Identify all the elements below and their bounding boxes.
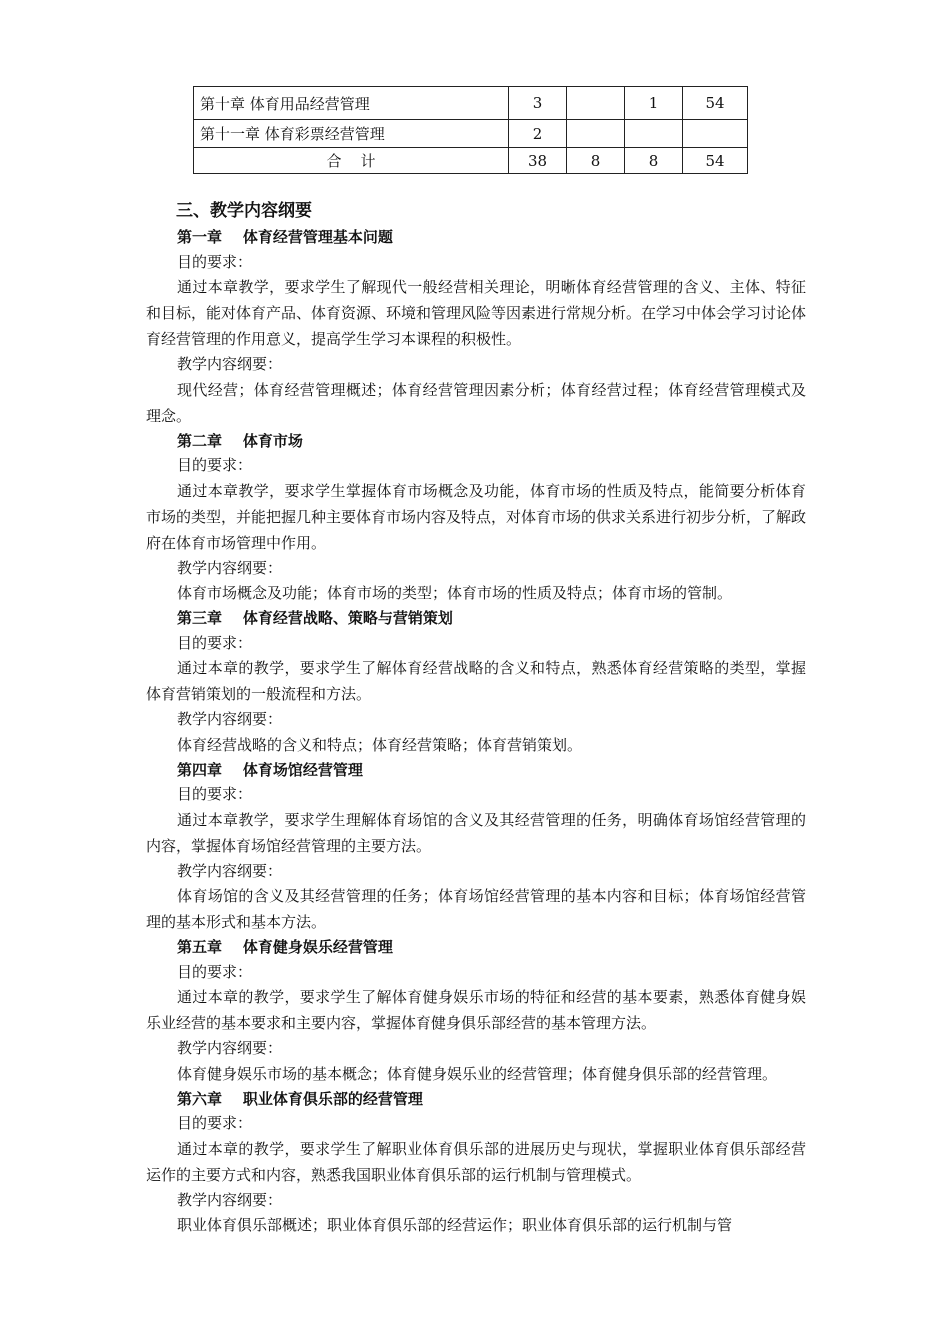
table-cell bbox=[683, 120, 748, 148]
outline-text: 体育场馆的含义及其经营管理的任务；体育场馆经营管理的基本内容和目标；体育场馆经营管理的基本形式和基本方法。 bbox=[146, 887, 806, 931]
outline-label: 教学内容纲要： bbox=[177, 710, 283, 728]
purpose-label: 目的要求： bbox=[177, 252, 253, 271]
purpose-text: 通过本章的教学，要求学生了解体育经营战略的含义和特点，熟悉体育经营策略的类型，掌握体育营销策划的一般流程和方法。 bbox=[146, 659, 806, 703]
outline-text: 体育经营战略的含义和特点；体育经营策略；体育营销策划。 bbox=[177, 735, 583, 754]
table-cell: 38 bbox=[509, 148, 567, 174]
chapter-block bbox=[146, 225, 806, 429]
purpose-label: 目的要求： bbox=[177, 456, 253, 474]
table-cell bbox=[567, 120, 625, 148]
purpose-label: 目的要求： bbox=[177, 1114, 253, 1132]
chapter-block bbox=[146, 606, 806, 758]
chapter-heading: 第二章 体育市场 bbox=[177, 431, 303, 450]
table-cell: 2 bbox=[509, 120, 567, 148]
section-heading: 三、教学内容纲要 bbox=[176, 201, 312, 221]
outline-text: 职业体育俱乐部概述；职业体育俱乐部的经营运作；职业体育俱乐部的运行机制与管 bbox=[177, 1216, 733, 1234]
purpose-text: 通过本章教学，要求学生掌握体育市场概念及功能，体育市场的性质及特点，能简要分析体育市场的类型，并能把握几种主要体育市场内容及特点，对体育市场的供求关系进行初步分析，了解政府在体育市场管理中作用。 bbox=[146, 481, 807, 552]
chapter-block bbox=[146, 758, 806, 936]
outline-label: 教学内容纲要： bbox=[177, 1039, 283, 1057]
outline-text: 体育市场概念及功能；体育市场的类型；体育市场的性质及特点；体育市场的管制。 bbox=[177, 584, 733, 602]
syllabus-content bbox=[146, 197, 806, 1238]
table-row bbox=[194, 87, 748, 120]
outline-label: 教学内容纲要： bbox=[177, 355, 283, 373]
chapter-heading: 第五章 体育健身娱乐经营管理 bbox=[177, 938, 393, 956]
chapter-heading: 第四章 体育场馆经营管理 bbox=[177, 760, 363, 779]
table-cell: 54 bbox=[683, 87, 748, 120]
chapter-block bbox=[146, 935, 806, 1087]
table-cell bbox=[567, 87, 625, 120]
course-hours-table bbox=[193, 86, 748, 174]
outline-label: 教学内容纲要： bbox=[177, 558, 283, 577]
table-cell: 8 bbox=[625, 148, 683, 174]
purpose-label: 目的要求： bbox=[177, 962, 253, 981]
table-cell: 第十一章 体育彩票经营管理 bbox=[194, 120, 509, 148]
chapter-heading: 第三章 体育经营战略、策略与营销策划 bbox=[177, 609, 453, 627]
table-cell: 8 bbox=[567, 148, 625, 174]
purpose-label: 目的要求： bbox=[177, 633, 253, 652]
purpose-label: 目的要求： bbox=[177, 785, 253, 803]
purpose-text: 通过本章的教学，要求学生了解职业体育俱乐部的进展历史与现状，掌握职业体育俱乐部经营运作的主要方式和内容，熟悉我国职业体育俱乐部的运行机制与管理模式。 bbox=[146, 1139, 806, 1184]
purpose-text: 通过本章教学，要求学生了解现代一般经营相关理论，明晰体育经营管理的含义、主体、特征和目标，能对体育产品、体育资源、环境和管理风险等因素进行常规分析。在学习中体会学习讨论体育经营管理的作用意义，提高学生学习本课程的积极性。 bbox=[146, 278, 807, 348]
outline-label: 教学内容纲要： bbox=[177, 1190, 283, 1209]
table-cell: 第十章 体育用品经营管理 bbox=[194, 87, 509, 120]
table-row bbox=[194, 120, 748, 148]
outline-text: 体育健身娱乐市场的基本概念；体育健身娱乐业的经营管理；体育健身俱乐部的经营管理。 bbox=[177, 1064, 778, 1083]
total-label: 合 计 bbox=[194, 148, 509, 174]
purpose-text: 通过本章教学，要求学生理解体育场馆的含义及其经营管理的任务，明确体育场馆经营管理的内容，掌握体育场馆经营管理的主要方法。 bbox=[146, 810, 806, 855]
chapter-block bbox=[146, 429, 806, 607]
chapter-heading: 第六章 职业体育俱乐部的经营管理 bbox=[177, 1089, 423, 1108]
purpose-text: 通过本章的教学，要求学生了解体育健身娱乐市场的特征和经营的基本要素，熟悉体育健身娱乐业经营的基本要求和主要内容，掌握体育健身俱乐部经营的基本管理方法。 bbox=[146, 988, 806, 1032]
table-cell: 54 bbox=[683, 148, 748, 174]
table-total-row bbox=[194, 148, 748, 174]
outline-text: 现代经营；体育经营管理概述；体育经营管理因素分析；体育经营过程；体育经营管理模式及理念。 bbox=[146, 380, 806, 425]
chapter-heading: 第一章 体育经营管理基本问题 bbox=[177, 228, 393, 246]
outline-label: 教学内容纲要： bbox=[177, 861, 283, 880]
table-cell: 1 bbox=[625, 87, 683, 120]
table-cell bbox=[625, 120, 683, 148]
table-cell: 3 bbox=[509, 87, 567, 120]
chapter-block bbox=[146, 1087, 806, 1239]
